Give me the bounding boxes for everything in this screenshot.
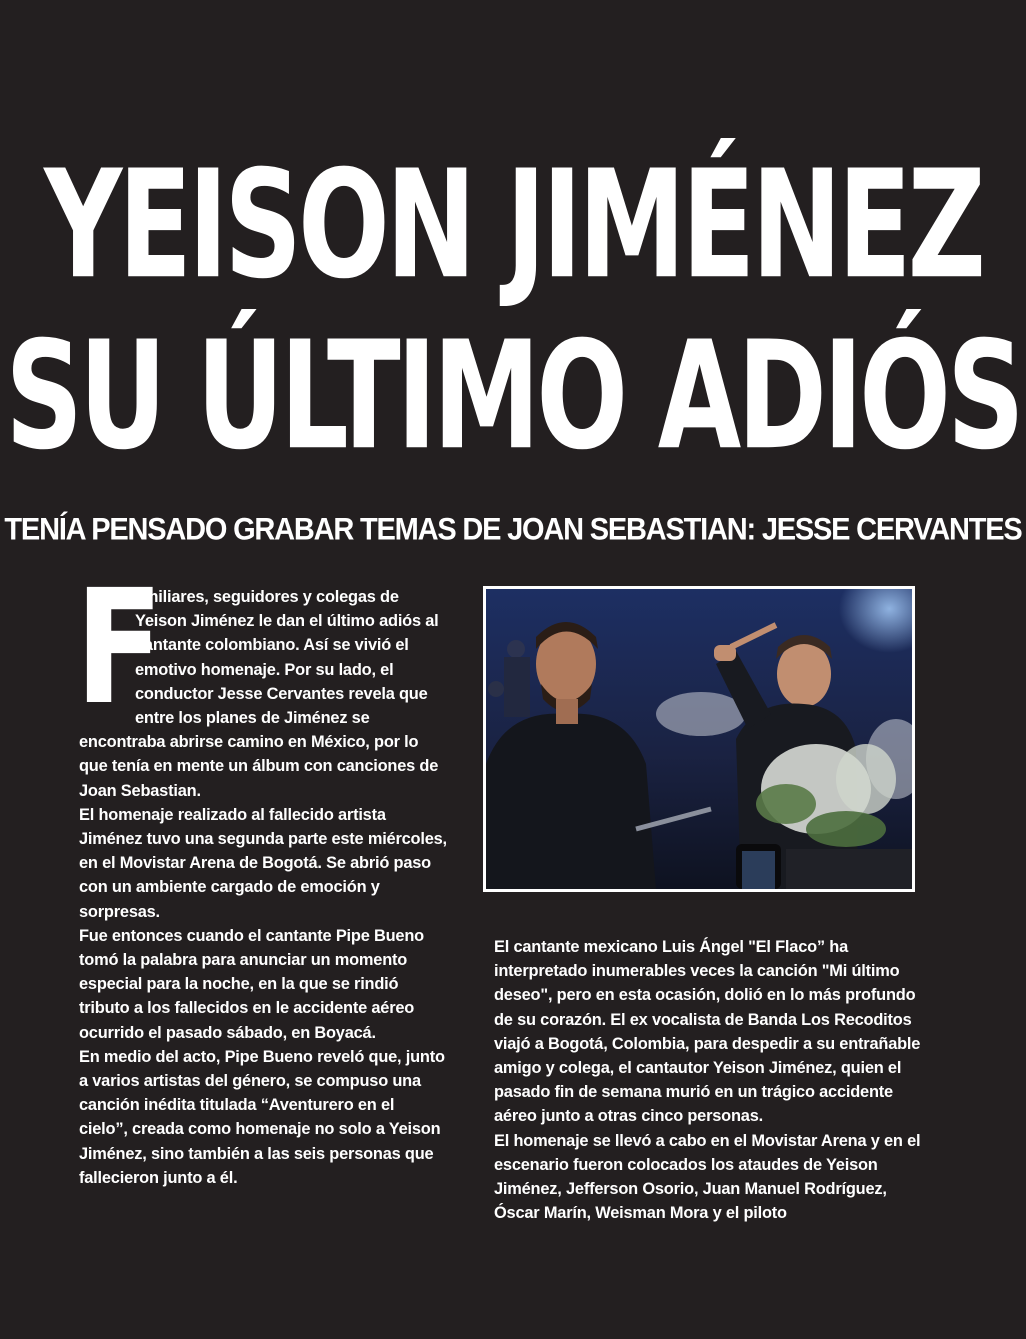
headline-line-2: SU ÚLTIMO ADIÓS	[5, 310, 1021, 484]
intro-paragraph	[75, 556, 447, 803]
headline-line-1: YEISON JIMÉNEZ	[44, 139, 982, 313]
tribute-photo	[483, 586, 915, 892]
drop-cap: F	[75, 556, 164, 740]
right-column	[494, 935, 924, 1225]
left-paragraph-2: Fue entonces cuando el cantante Pipe Bueno tomó la palabra para anunciar un momento especial para la noche, en la que se rindió tributo a los fallecidos en le accidente aéreo ocurrido el pasado sábado, en Boyacá.	[79, 926, 424, 1042]
left-paragraph-3: En medio del acto, Pipe Bueno reveló que, junto a varios artistas del género, se compuso una canción inédita titulada “Aventurero en el cielo”, creada como homenaje no solo a Yeison Jiménez, sino también a las seis personas que fallecieron junto a él.	[79, 1047, 445, 1187]
tribute-photo-illustration	[486, 589, 912, 889]
right-paragraph-1: El cantante mexicano Luis Ángel "El Flaco” ha interpretado inumerables veces la canción "Mi último deseo", pero en esta ocasión, dolió en lo más profundo de su corazón. El ex vocalista de Banda Los Recoditos viajó a Bogotá, Colombia, para despedir a su entrañable amigo y colega, el cantautor Yeison Jiménez, quien el pasado fin de semana murió en un trágico accidente aéreo junto a otras cinco personas.	[494, 938, 921, 1126]
subtitle: TENÍA PENSADO GRABAR TEMAS DE JOAN SEBASTIAN: JESSE CERVANTES	[4, 512, 1022, 548]
intro-text: amiliares, seguidores y colegas de Yeison Jiménez le dan el último adiós al cantante colombiano. Así se vivió el emotivo homenaje. Por su lado, el conductor Jesse Cervantes revela que entre los planes de Jiménez se encontraba abrirse camino en México, por lo que tenía en mente un álbum con canciones de Joan Sebastian.	[79, 588, 439, 800]
right-paragraph-2: El homenaje se llevó a cabo en el Movistar Arena y en el escenario fueron colocados los ataudes de Yeison Jiménez, Jefferson Osorio, Juan Manuel Rodríguez, Óscar Marín, Weisman Mora y el piloto	[494, 1131, 921, 1223]
left-column	[75, 556, 447, 1190]
left-paragraph-1: El homenaje realizado al fallecido artista Jiménez tuvo una segunda parte este miércoles, en el Movistar Arena de Bogotá. Se abrió paso con un ambiente cargado de emoción y sorpresas.	[79, 805, 447, 921]
